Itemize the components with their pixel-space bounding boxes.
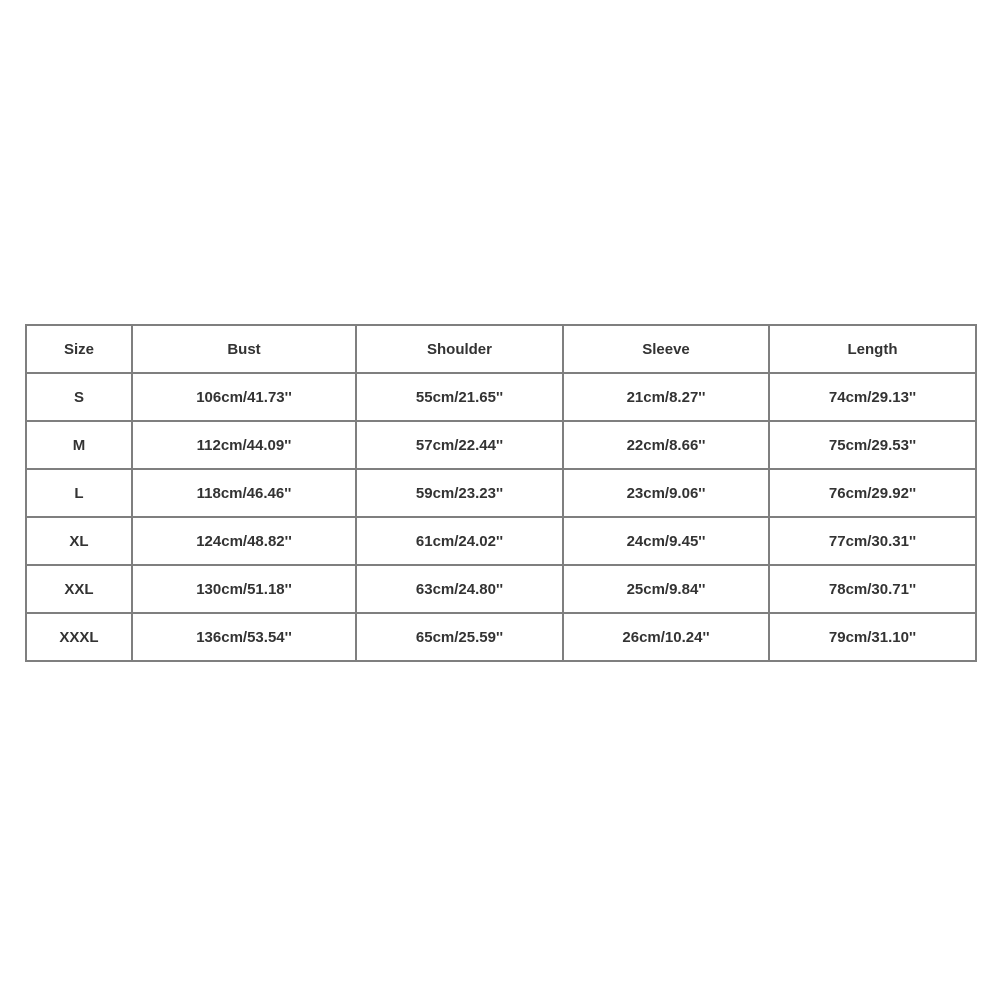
cell-length: 76cm/29.92'' [769,469,976,517]
cell-length: 78cm/30.71'' [769,565,976,613]
table-row [26,565,976,613]
header-row [26,325,976,373]
cell-size: L [26,469,132,517]
cell-shoulder: 59cm/23.23'' [356,469,563,517]
cell-bust: 130cm/51.18'' [132,565,356,613]
cell-size: XXXL [26,613,132,661]
cell-bust: 136cm/53.54'' [132,613,356,661]
cell-sleeve: 23cm/9.06'' [563,469,769,517]
cell-sleeve: 25cm/9.84'' [563,565,769,613]
cell-length: 77cm/30.31'' [769,517,976,565]
cell-sleeve: 24cm/9.45'' [563,517,769,565]
cell-shoulder: 63cm/24.80'' [356,565,563,613]
cell-sleeve: 26cm/10.24'' [563,613,769,661]
header-size: Size [26,325,132,373]
cell-size: M [26,421,132,469]
header-sleeve: Sleeve [563,325,769,373]
table-row [26,421,976,469]
cell-bust: 118cm/46.46'' [132,469,356,517]
cell-sleeve: 22cm/8.66'' [563,421,769,469]
cell-bust: 112cm/44.09'' [132,421,356,469]
table-row [26,469,976,517]
table-row [26,373,976,421]
cell-size: XXL [26,565,132,613]
table-row [26,517,976,565]
header-bust: Bust [132,325,356,373]
cell-size: S [26,373,132,421]
size-chart-table [25,324,977,662]
cell-shoulder: 61cm/24.02'' [356,517,563,565]
cell-bust: 124cm/48.82'' [132,517,356,565]
header-length: Length [769,325,976,373]
cell-shoulder: 55cm/21.65'' [356,373,563,421]
cell-size: XL [26,517,132,565]
cell-length: 75cm/29.53'' [769,421,976,469]
cell-shoulder: 57cm/22.44'' [356,421,563,469]
cell-length: 74cm/29.13'' [769,373,976,421]
cell-shoulder: 65cm/25.59'' [356,613,563,661]
cell-length: 79cm/31.10'' [769,613,976,661]
cell-sleeve: 21cm/8.27'' [563,373,769,421]
header-shoulder: Shoulder [356,325,563,373]
cell-bust: 106cm/41.73'' [132,373,356,421]
table-row [26,613,976,661]
